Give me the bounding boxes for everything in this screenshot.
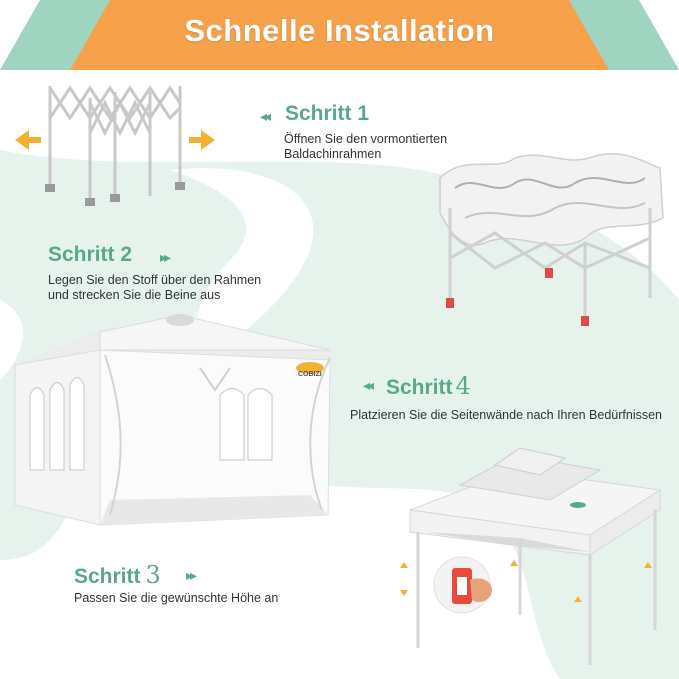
- chevron-double-right-icon-2: ▸▸: [186, 567, 195, 583]
- arrow-left-icon: [15, 130, 29, 150]
- step-3-description: Passen Sie die gewünschte Höhe an: [74, 591, 279, 605]
- step-4-title: Schritt 4: [386, 372, 471, 400]
- fabric-frame-illustration: [435, 148, 665, 333]
- tent-sidewalls-illustration: [10, 310, 340, 535]
- arrow-right-icon: [201, 130, 215, 150]
- step-4-description: Platzieren Sie die Seitenwände nach Ihren Bedürfnissen: [350, 408, 663, 422]
- collapsed-frame-illustration: [15, 78, 215, 213]
- chevron-double-left-icon: ◂◂: [260, 108, 269, 124]
- canopy-height-illustration: [400, 440, 670, 675]
- brand-logo: COBIZI: [298, 371, 322, 378]
- chevron-double-right-icon: ▸▸: [160, 249, 169, 265]
- step-1-title: Schritt 1: [285, 102, 370, 125]
- header-banner: [0, 0, 679, 70]
- step-2-title: Schritt 2: [48, 243, 133, 266]
- page-title: Schnelle Installation: [184, 13, 495, 48]
- step-3-title: Schritt 3: [74, 561, 161, 589]
- step-1-description: Öffnen Sie den vormontierten Baldachinrahmen: [284, 132, 448, 161]
- chevron-double-left-icon-2: ◂◂: [363, 377, 372, 393]
- step-2-description: Legen Sie den Stoff über den Rahmen und strecken Sie die Beine aus: [48, 273, 262, 302]
